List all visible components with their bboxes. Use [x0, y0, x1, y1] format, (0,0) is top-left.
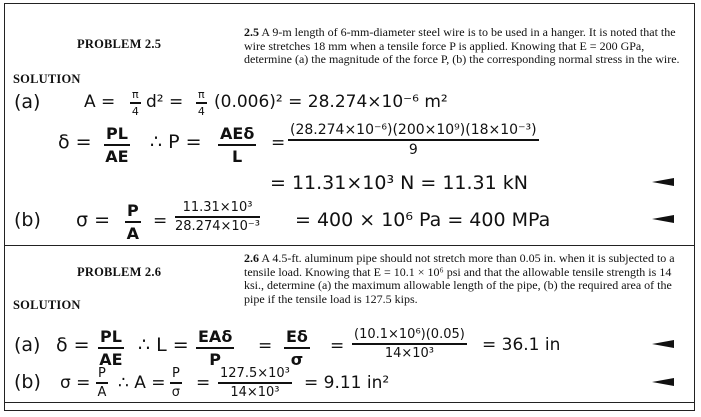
- p25-area-eq: A =: [84, 92, 116, 112]
- p26-sigma-frac: [96, 366, 108, 400]
- p25-area-mid: d² =: [146, 92, 184, 112]
- p25-area-result: (0.006)² = 28.274×10⁻⁶ m²: [214, 92, 448, 112]
- p25-p-subst-num: (28.274×10⁻⁶)(200×10⁹)(18×10⁻³): [288, 122, 539, 141]
- p26-l-frac2-den: σ: [290, 350, 304, 369]
- p26-delta-lhs: δ =: [56, 334, 90, 356]
- p26-l-result: = 36.1 in: [482, 335, 561, 355]
- p26-therefore-l: ∴ L =: [138, 334, 189, 356]
- p25-part-a-label: (a): [14, 91, 41, 113]
- p26-eq1: =: [258, 336, 273, 356]
- p25-area-frac2-den: 4: [197, 105, 205, 118]
- p26-part-a-label: (a): [14, 334, 41, 356]
- problem-2-6-statement-text: A 4.5-ft. aluminum pipe should not stretch more than 0.05 in. when it is subjected to a tensile load. Knowing that E = 10.1 × 10⁶ psi and that the allowable tensile strength is 14 ksi., determine (a) the maximum allowable length of the pipe, (b) the required area of the pipe if the tensile load is 127.5 kips.: [244, 251, 675, 306]
- p26-a-frac-num: P: [170, 366, 182, 384]
- p25-eq-sign: =: [271, 133, 286, 153]
- bottom-rule: [4, 402, 695, 403]
- p25-sigma-lhs: σ =: [76, 209, 111, 231]
- p26-sigma-frac-den: A: [97, 385, 107, 400]
- p25-sigma-subst-den: 28.274×10⁻³: [175, 219, 260, 234]
- problem-divider: [4, 245, 695, 246]
- p25-delta-lhs: δ =: [58, 131, 92, 153]
- p26-a-subst-frac: [218, 366, 292, 400]
- p25-sigma-frac: [125, 201, 141, 243]
- p25-area-frac2-num: π: [196, 88, 207, 104]
- problem-2-5-statement: [244, 26, 684, 67]
- p26-a-subst-den: 14×10³: [230, 385, 280, 400]
- p26-answer-arrow-a: [652, 340, 674, 348]
- p25-delta-frac-num: PL: [104, 124, 130, 146]
- p25-sigma-frac-num: P: [125, 201, 141, 223]
- p26-a-frac-den: σ: [171, 385, 181, 400]
- p26-delta-frac-num: PL: [98, 327, 124, 349]
- p25-sigma-subst-num: 11.31×10³: [175, 200, 260, 218]
- p25-delta-frac-den: AE: [105, 147, 129, 166]
- p25-area-frac1: [130, 88, 141, 118]
- p25-p-result: = 11.31×10³ N = 11.31 kN: [270, 172, 528, 194]
- p26-l-subst-frac: [352, 327, 467, 361]
- problem-2-6-heading: PROBLEM 2.6: [77, 265, 162, 279]
- p25-p-frac-num: AEδ: [218, 124, 256, 146]
- p25-sigma-subst-frac: [175, 200, 260, 234]
- p26-therefore-a: ∴ A =: [118, 373, 166, 393]
- p25-delta-frac: [104, 124, 130, 166]
- p25-part-b-label: (b): [14, 209, 41, 231]
- p25-therefore-p: ∴ P =: [150, 131, 202, 153]
- p26-l-subst-num: (10.1×10⁶)(0.05): [352, 327, 467, 345]
- p25-area-frac2: [196, 88, 207, 118]
- p25-answer-arrow-b: [652, 215, 674, 223]
- p26-a-subst-num: 127.5×10³: [218, 366, 292, 384]
- p26-delta-frac: [98, 327, 124, 369]
- p26-a-result: = 9.11 in²: [304, 373, 390, 393]
- problem-2-6-solution-label: SOLUTION: [13, 298, 81, 312]
- p26-sigma-lhs: σ =: [60, 373, 91, 393]
- p26-l-frac2-num: Eδ: [284, 327, 310, 349]
- p26-l-frac2: [284, 327, 310, 369]
- p26-a-frac: [170, 366, 182, 400]
- p25-p-subst-frac: [288, 122, 539, 158]
- problem-2-5-solution-label: SOLUTION: [13, 72, 81, 86]
- p26-delta-frac-den: AE: [99, 350, 123, 369]
- p26-l-frac-den: P: [209, 350, 222, 369]
- p26-part-b-label: (b): [14, 371, 41, 393]
- problem-2-5-statement-text: A 9-m length of 6-mm-diameter steel wire is to be used in a hanger. It is noted that the wire stretches 18 mm when a tensile force P is applied. Knowing that E = 200 GPa, determine (a) the magnitude of the force P, (b) the corresponding normal stress in the wire.: [244, 25, 680, 67]
- p26-sigma-frac-num: P: [96, 366, 108, 384]
- p25-area-frac1-num: π: [130, 88, 141, 104]
- p25-p-frac: [218, 124, 256, 166]
- p26-eq3: =: [196, 373, 211, 393]
- problem-2-5-heading: PROBLEM 2.5: [77, 37, 162, 51]
- p26-eq2: =: [330, 336, 345, 356]
- p25-area-frac1-den: 4: [131, 105, 139, 118]
- p25-sigma-result: = 400 × 10⁶ Pa = 400 MPa: [295, 209, 551, 231]
- p25-sigma-eq: =: [153, 211, 168, 231]
- p25-p-frac-den: L: [232, 147, 243, 166]
- p26-answer-arrow-b: [652, 378, 674, 386]
- p25-p-subst-den: 9: [408, 142, 418, 158]
- p25-answer-arrow-a: [652, 178, 674, 186]
- p26-l-frac-num: EAδ: [196, 327, 234, 349]
- p25-sigma-frac-den: A: [126, 224, 140, 243]
- p26-l-subst-den: 14×10³: [384, 346, 435, 361]
- problem-2-6-statement: [244, 252, 684, 306]
- p26-l-frac: [196, 327, 234, 369]
- problem-2-5-number: 2.5: [244, 25, 259, 39]
- problem-2-6-number: 2.6: [244, 251, 259, 265]
